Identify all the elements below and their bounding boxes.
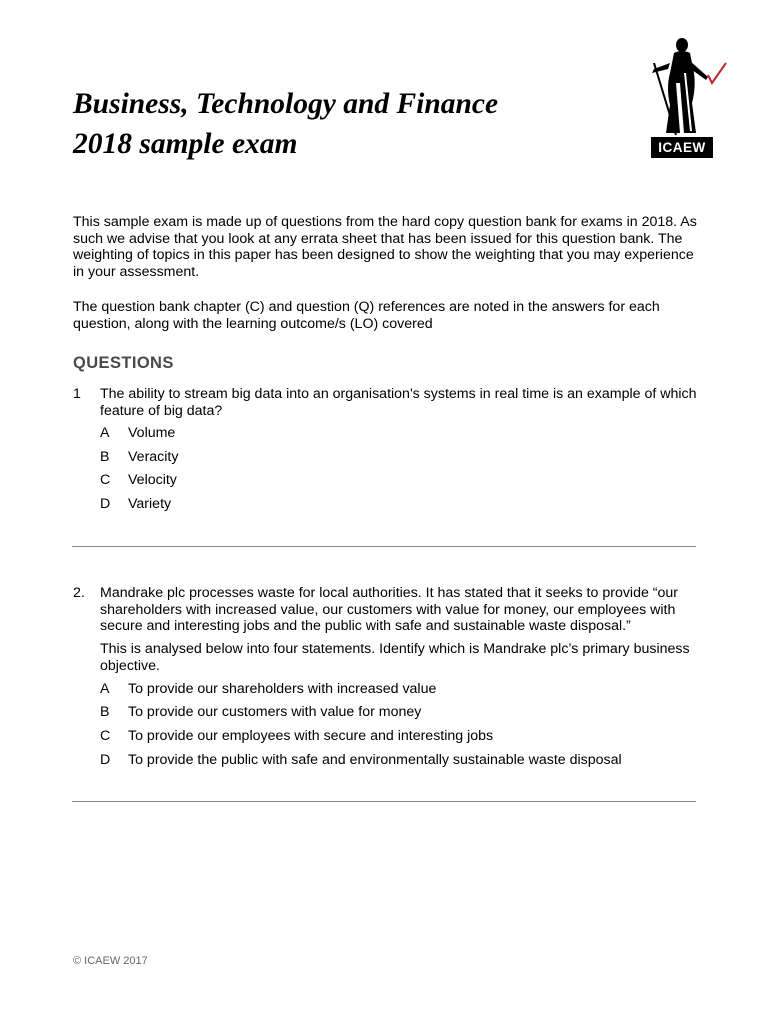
question-1-text: The ability to stream big data into an organisation's systems in real time is an example of which feature of big data? [100,386,697,419]
intro-paragraph-2: The question bank chapter (C) and question (Q) references are noted in the answers for each question, along with the learning outcome/s (LO) covered [73,299,660,332]
statue-icon [646,33,730,137]
option-letter: B [100,449,110,465]
question-1-option-c [100,472,177,489]
copyright-notice: © ICAEW 2017 [73,955,148,967]
option-text: Veracity [128,449,179,465]
question-2-option-b [100,704,421,721]
intro-paragraph-1: This sample exam is made up of questions from the hard copy question bank for exams in 2018. As such we advise that you look at any errata sheet that has been issued for this question bank. The weighting of topics in this paper has been designed to show the weighting that you may experience in your assessment. [73,214,697,280]
question-2-option-c [100,728,493,745]
question-1-number: 1 [73,386,81,402]
option-letter: C [100,472,111,488]
question-2-option-d [100,752,622,769]
option-text: To provide our shareholders with increased value [128,681,437,697]
option-text: Velocity [128,472,177,488]
divider [72,801,696,802]
question-2-text: Mandrake plc processes waste for local authorities. It has stated that it seeks to provide “our shareholders with increased value, our customers with value for money, our employees with secure and interesting jobs and the public with safe and sustainable waste disposal.” [100,585,679,634]
option-letter: A [100,681,110,697]
option-text: To provide our employees with secure and interesting jobs [128,728,494,744]
question-2-option-a [100,681,436,698]
title-line-2: 2018 sample exam [73,128,298,160]
option-letter: D [100,752,111,768]
option-letter: D [100,496,111,512]
questions-heading: QUESTIONS [73,354,174,372]
option-text: To provide the public with safe and environmentally sustainable waste disposal [128,752,622,768]
logo-wordmark: ICAEW [651,137,713,158]
option-letter: C [100,728,111,744]
option-letter: B [100,704,110,720]
icaew-logo [646,33,730,163]
option-letter: A [100,425,110,441]
title-line-1: Business, Technology and Finance [73,88,499,120]
option-text: Volume [128,425,176,441]
option-text: To provide our customers with value for money [128,704,422,720]
option-text: Variety [128,496,172,512]
divider [72,546,696,547]
question-2-subtext: This is analysed below into four statements. Identify which is Mandrake plc’s primary business objective. [100,641,690,674]
question-1-option-a [100,425,175,442]
question-2-number: 2. [73,585,85,601]
document-title [73,84,633,164]
question-1-option-d [100,496,171,513]
question-1-option-b [100,449,178,466]
